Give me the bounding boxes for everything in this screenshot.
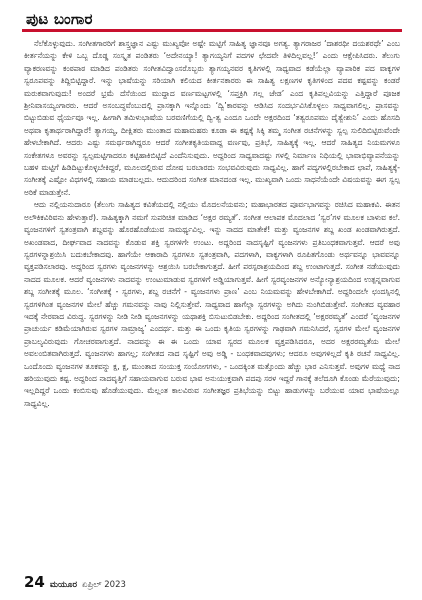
- page-footer: [24, 573, 126, 591]
- article-body: [24, 38, 400, 560]
- page-number: 24: [24, 573, 45, 591]
- magazine-name: ಮಯೂರ: [49, 580, 77, 590]
- section-header: [22, 6, 402, 28]
- section-title: ಪುಟ ಬಂಗಾರ: [26, 10, 93, 28]
- article-paragraph-2: ಆದು ನಲ್ಲಿಯನುದಾರೂ (ತೆಲುಗು ಸಾಹಿತ್ಯದ ಕವಿತೆಯದಲ್ಲಿ ನಲ್ಲಿಯು ಮೊದಲನೆಯವನು; ಮಹಾಭಾರತದ ಪೂರ್ವಭಾಗವನ್ನು ರಚಿಸಿದ ಮಹಾಕವಿ. ಈತನ ಅಲೌಕಿಕವಿರಿವನು ಹೇಳುತ್ತಾರೆ). ಸಾಹಿತ್ಯಕ್ಕಾಗಿ ನಮಗೆ ಸುಪರಿಚಿತ ಮಾಡಿದ ‘ಅಕ್ಷರ ರಮ್ಯತೆ’. ಸಂಗೀತ ಆಲಾಪಕ ಮೊದಲಾದ ‘ಸ್ವರ’ಗಳ ಮೂಲಕ ಬಾಳುವ ಕಲೆ. ವ್ಯಂಜನಗಳಿಗೆ ಸ್ವತಂತ್ರವಾಗಿ ಶಬ್ದವನ್ನು ಹೊರಹೊಡೆಯುವ ಸಾಮರ್ಥ್ಯವಿಲ್ಲ. ಇನ್ನು ನಾದದ ಮಾತೇಕೆ! ಮತ್ತು ವ್ಯಂಜನಗಳ ಶಬ್ದ ಖಂಡ ಖಂಡವಾಗಿರುತ್ತದೆ. ಅಖಂಡವಾದ, ದೀರ್ಘವಾದ ನಾದವನ್ನು ಕೊಡುವ ಶಕ್ತಿ ಸ್ವರಗಳಿಗೇ ಉಂಟು. ಅದ್ದರಿಂದ ನಾದಸೃಷ್ಟಿಗೆ ವ್ಯಂಜನಗಳು ಪ್ರತಿಬಂಧಕವಾಗುತ್ತವೆ. ಆದರೆ ಅವು ಸ್ವರಗಳನ್ನಾಶ್ರಯಿಸಿ ಬದುಕಬೇಕಾದವು. ಹಾಗೆಯೇ ಆಕಾರಾದಿ ಸ್ವರಗಳೂ ಸ್ವತಂತ್ರವಾಗಿ, ಪದಗಳಾಗಿ, ವಾಕ್ಯಗಳಾಗಿ ರೂಪಿತಗೊಂಡು ಅರ್ಥವನ್ನೂ ಭಾವವನ್ನೂ ವ್ಯಕ್ತಪಡಿಸಲಾರವು. ಅದ್ದರಿಂದ ಸ್ವರಗಳು ವ್ಯಂಜನಗಳನ್ನು ಆಶ್ರಯಿಸಿ ಬರಬೇಕಾಗುತ್ತದೆ. ಹೀಗೆ ಪರಸ್ಪರಾಶ್ರಯದಿಂದ ಶಬ್ದ ಉಂಟಾಗುತ್ತದೆ. ಸಂಗೀತ ನಡೆಯುವುದು ನಾದದ ಮೂಲಕ. ಆದರೆ ವ್ಯಂಜನಗಳು ನಾದವನ್ನು ಉಂಟುಮಾಡುವ ಸ್ವರಗಳಿಗೆ ಅಡ್ಡಿಯಾಗುತ್ತವೆ. ಹೀಗೆ ಸ್ವರವ್ಯಂಜನಗಳ ಅನ್ಯೋನ್ಯಾಶ್ರಯದಿಂದ ಉತ್ಪನ್ನವಾಗುವ ಶಬ್ದ ಸಂಗೀತಕ್ಕೆ ಮೂಲ. ‘ಸಂಗೀತಕ್ಕೆ - ಸ್ವರಗಳು, ಶಬ್ದ ರಚನೆಗೆ - ವ್ಯಂಜನಗಳು ಪ್ರಾಣ’ ಎಂಬ ನಿಯಮವನ್ನು ಹೇಳಬೇಕಾಗಿದೆ. ಅದ್ದರಿಂದಲೇ ಛಂದಸ್ಸಿನಲ್ಲಿ ಸ್ವರಗಳಿಗಿಂತ ವ್ಯಂಜನಗಳ ಮೇಲೆ ಹೆಚ್ಚು ಗಮನವನ್ನು ನಾವು ನಿಲ್ಲಿಸುತ್ತೇವೆ. ಸಾಧ್ಯವಾದ ಹಾಗೆಲ್ಲಾ ಸ್ವರಗಳನ್ನು ಅಗಿದು ನುಂಗಿಬಿಡುತ್ತೇವೆ. ಸಂಗೀತದ ವ್ಯವಹಾರ ಇದಕ್ಕೆ ನೇರವಾದ ವಿರುದ್ಧ. ಸ್ವರಗಳನ್ನು ನೀಡಿ ನೀಡಿ ವ್ಯಂಜನಗಳನ್ನು ಯಥಾಶಕ್ತಿ ಬಿಸುಟುಬಿಡಬೇಕು. ಅದ್ದರಿಂದ ಸಂಗೀತದಲ್ಲಿ ‘ಅಕ್ಷರರಮ್ಯತೆ’ ಎಂದರೆ ‘ವ್ಯಂಜನಗಳ ಪ್ರಾಚುರ್ಯ ಕಡಿಮೆಯಾಗಿರುವ ಸ್ವರಗಳ ಸಾಮ್ರಾಜ್ಯ’ ಎಂದರ್ಥ. ಮತ್ತು ಈ ಒಂದು ಕೃತಿಯ ಸ್ವರಗಳನ್ನು ಗಾಢವಾಗಿ ಗಮನಿಸಿದರೆ, ಸ್ವರಗಳ ಮೇಲೆ ವ್ಯಂಜನಗಳ ಪ್ರಾಬಲ್ಯವಿರುವುದು ಗೋಚರವಾಗುತ್ತದೆ. ನಾದವನ್ನು ಈ ಈ ಒಂದು ಯಾವ ಸ್ವರದ ಮೂಲಕ ವ್ಯಕ್ತಪಡಿಸಿದರೂ, ಅದರ ಅಕ್ಷರರಮ್ಯತೆಯ ಮೇಲೆ ಅವಲಂಬಿತವಾಗಿರುತ್ತದೆ. ವ್ಯಂಜನಗಳು ಹಾಗಲ್ಲ; ಸಂಗೀತದ ನಾದ ಸೃಷ್ಟಿಗೆ ಅವು ಅಡ್ಡಿ - ಬಂಧಕವಾದವುಗಳು; ಆದರೂ ಅವುಗಳಿಲ್ಲದೆ ಕೃತಿ ರಚನೆ ಸಾಧ್ಯವಿಲ್ಲ. ಒಂದೊಂದು ವ್ಯಂಜನಗಳ ತೂಕವನ್ನು ಕ್ಷ, ಕ್ಷ, ಮುಂತಾದ ಸಂಯುಕ್ತ ಸಂಯೋಗಗಳು, - ಒಂದಕ್ಕಿಂತ ಮತ್ತೊಂದು ಹೆಚ್ಚು ಭಾರ ಎನಿಸುತ್ತವೆ. ಅವುಗಳ ಮಧ್ಯೆ ನಾದ ಹರಿಯುವುದು ಕಷ್ಟ. ಅದ್ದರಿಂದ ನಾದವೃತ್ತಿಗೆ ಸಹಾಯವಾಗುವ ಬರುವ ಭಾವ ಅನುಯುಕ್ತವಾಗಿ ಪದಪು ಸರಳ ಇದ್ದರೆ ಗಾನಕ್ಕೆ ತಲೆದೂಗಿ ಕೊಂಡು ಮೆರೆಯುವುದು; ಇಲ್ಲದಿದ್ದರೆ ಒಂದು ಕಂಬಿಸುವು ಹೊಡೆಯುವುದು. ಮೆಲ್ಲಂತ ಕಾಲವಿರುವ ಸಂಗೀತಜ್ಞರ ಪ್ರತಿಭೆಯನ್ನು ಬಿಟ್ಟು ಹಾಡುಗಳನ್ನು ಬರೆಯುವ ಯಾವ ಭಾಷೆಯಲ್ಲೂ ಸಾಧ್ಯವಿಲ್ಲ.: [24, 200, 400, 408]
- header-divider: [22, 29, 402, 32]
- issue-date: ಏಪ್ರಿಲ್ 2023: [81, 580, 126, 590]
- article-paragraph-1: ನೆಲೆಕೊಳ್ಳುವುದು. ಸಂಗೀತಗಾರರಿಗೆ ಶಾಸ್ತ್ರಜ್ಞಾನ ಎಷ್ಟು ಮುಖ್ಯವೋ ಅಷ್ಟೇ ಮಟ್ಟಿಗೆ ಸಾಹಿತ್ಯ ಜ್ಞಾನವೂ ಅಗತ್ಯ. ತ್ಯಾಗರಾಜರ ‘ದಾಶರಥೀ ದಯಶರಧೇ’ ಎಂಬ ಕೀರ್ತನೆಯನ್ನು ಕೇಳಿ ಒಬ್ಬ ದೊಡ್ಡ ಸಂಸ್ಕೃತ ಪಂಡಿತರು ‘ಅದೇನಯ್ಯಾ! ತ್ಯಾಗಯ್ಯನಿಗೆ ಪದಗಳ ಛೇದವೇ ತಿಳಿದಿಲ್ಲವಲ್ಲ!’ ಎಂದು ಆಕ್ಷೇಪಿಸಿದರು. ತೆಲುಗು ವ್ಯಾಕರಣವನ್ನು ಕಂಠಪಾಠ ಮಾಡಿದ ಪಂಡಿತರು ಸಂಗೀತವಿದ್ವಾಂಸರೊಬ್ಬರು ತ್ಯಾಗಯ್ಯನವರ ಕೃತಿಗಳಲ್ಲಿ ಸಾಧ್ಯವಾದ ಕಡೆಯೆಲ್ಲಾ ವ್ಯಾಪಾರಿಕ ಪದ ವಾಕ್ಯಗಳ ಸ್ವರೂಪವನ್ನು ತಿದ್ದಿಬಿಟ್ಟಿದ್ದಾರೆ. ಇನ್ನು ಭಾಷೆಯನ್ನು ಸರಿಯಾಗಿ ಕಲಿಯದ ಕೀರ್ತನಕಾರರು ಈ ಸಾಹಿತ್ಯ ಲಕ್ಷಣಗಳ ಕೃತಿಗಳಿಂದ ಪದವ ಕಷ್ಟವನ್ನು ಕಂಡರೆ ಮರುಕವಾಗುವುದು! ಅಂದರೆ ಭ್ರಮೆ ದೆಸೆಯಿಂದ ಮುದ್ದಾದ ವರ್ಣಮಟ್ಟಗಳಲ್ಲಿ ‘ಸಪ್ತಕ್ರಿಗಿ ಗಲ್ಲ ಜೇಡ’ ಎಂದ ಕೃತಿಪಲ್ಲವಿಯನ್ನು ಎತ್ತಿದ್ದಾರೆ ಪೂಜಕ ಶ್ರೀನಿವಾಸಯ್ಯಂಗಾರರು. ಆದರೆ ಅಸಂಬದ್ಧವೆಂಬುದಲ್ಲಿ ಪ್ರಾಸಕ್ಕಾಗಿ ಇನ್ನೊಂದು ‘ದ್ವಿ’ಕಾರವನ್ನು ಆಡಿಸಿದ ಸಂದರ್ಭವಿಸಿಕೊಳ್ಳಲು ಸಾಧ್ಯವಾಗಲಿಲ್ಲ. ಪ್ರಾಸವನ್ನು ಬಿಟ್ಟುಬಿಡುವ ಧೈರ್ಯವೂ ಇಲ್ಲ. ಹೀಗಾಗಿ ತಮಿಳುಭಾಷೆಯ ಬರವಣಿಗೆಯಲ್ಲಿ ದ್ವಿ-ತ್ವ ಎಂದೂ ಒಂದೇ ಅಕ್ಷರದಿಂದ ‘ತತ್ವರೂಪಮು ದೈತ್ವೇಶುನಿ’ ಎಂದು ಹೊಸದಿ ಅಥವಾ ಕೃತಾರ್ಥರಾಗಿದ್ದಾರೆ! ತ್ಯಾಗಯ್ಯ, ದೀಕ್ಷಿತರು ಮುಂತಾದ ಮಹಾಮಹರು ಕೂಡಾ ಈ ಕಷ್ಟಕ್ಕೆ ಸಿಕ್ಕಿ ತಮ್ಮ ಸಂಗೀತ ರಚನೆಗಳನ್ನು ಸ್ವಲ್ಪ ಸುಲಿದಿಬಿಟ್ಟಿರುವೆಂದೇ ಹೇಳಬೇಕಾಗಿದೆ. ಆದರು ಎಷ್ಟು ಸಮರ್ಥರಾಗಿದ್ದರೂ ಆದರೆ ಸಂಗೀತಕೃತಿಯವಾದ್ದ ವರ್ಣವು, ಪ್ರತಿಭೆ, ಸಾಹಿತ್ಯಕ್ಕೆ ಇಲ್ಲ. ಆದರೆ ಸಾಹಿತ್ಯದ ನಿಯಮಗಳೂ ಸಂಕೇತಗಳೂ ಅವರನ್ನು ಸ್ವಲ್ಪಮಟ್ಟಿಗಾದರೂ ಕಟ್ಟಿಹಾಕಿಬಿಟ್ಟಿದೆ ಎಂದೆನಿಸುವುದು. ಅದ್ದರಿಂದ ಸಾಧ್ಯವಾದಷ್ಟು ಗಳಲ್ಲಿ ನಿರ್ಮಾಣ ನಿಧಿಯಲ್ಲಿ ಭಾವಾಭಿವ್ಯಾಪನೆಯನ್ನು ಬಹಳ ಮಟ್ಟಿಗೆ ಹಿಡಿದಿಟ್ಟುಕೊಳ್ಳಬೇಕಿದ್ದರೆ, ಮೂಲದಲ್ಲಿರುವ ದೋಷ ಬರಬಾರದು ಸಂಭವವಿರುವುದು ಸಾಧ್ಯವಿಲ್ಲ. ಹಾಗೆ ಪದ್ಯಗಳಲ್ಲಿರಬೇಕಾದ ಛಾಪೆ, ಸಾಹಿತ್ಯಕ್ಕೆ-ಸಂಗೀತಕ್ಕೆ ಎಷ್ಟೋ ವಿಧಗಳಲ್ಲಿ ಸಹಾಯ ಮಾಡಬಲ್ಲದು. ಆದುದರಿಂದ ಸಂಗೀತ ಮಾನದಂಡ ಇಲ್ಲ. ಮುಖ್ಯವಾಗಿ ಒಂದು ಸಾಧನೆಯೆಂದೇ ವಿಷಯವನ್ನು ಈಗ ಸ್ವಲ್ಪ ಅರಿಕೆ ಮಾಡುತ್ತೇನೆ.: [24, 39, 400, 197]
